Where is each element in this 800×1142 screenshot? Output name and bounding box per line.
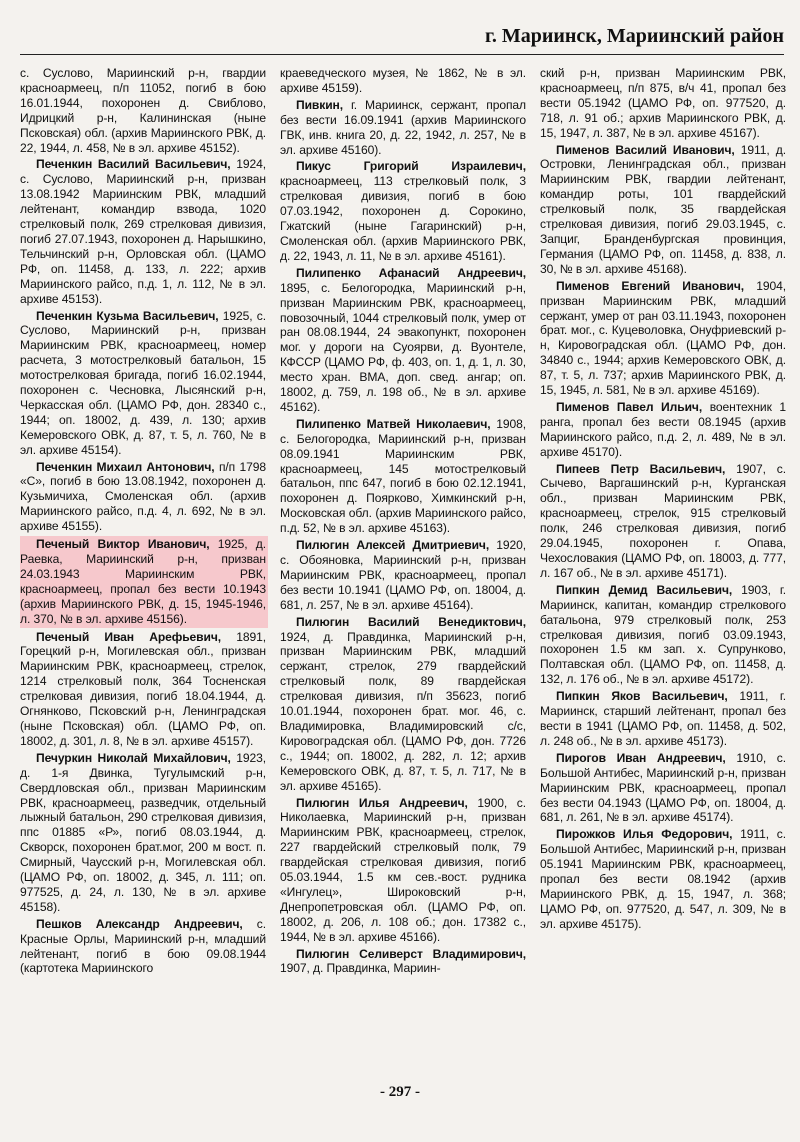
record-entry (20, 917, 266, 977)
record-entry (280, 538, 526, 613)
entry-text: 1904, призван Мариинским РВК, младший сержант, умер от ран 03.11.1943, похоронен брат. мог., с. Куцеволовка, Онуфриевский р-н, Кировоградская обл. (ЦАМО РФ, дон. 34840 с., 1944; архив Кемеровского ОВК, д. 87, т. 5, л. 737; архив Мариинского РВК, д. 15, 1945, л. 581, № в эл. архиве 45169). (540, 278, 786, 398)
entry-text: 1903, г. Мариинск, капитан, командир стрелкового батальона, 979 стрелковый полк, 253 стрелковая дивизия, погиб 03.09.1943, похоронен 1.5 км зап. х. Супрунково, Полтавская обл. (ЦАМО РФ, оп. 11458, д. 132, л. 176 об., № в эл. архиве 45172). (540, 582, 786, 687)
record-entry (540, 279, 786, 398)
record-entry (540, 400, 786, 460)
person-name: Пилюгин Селиверст Владимирович, (296, 946, 526, 961)
person-name: Пипкин Демид Васильевич, (556, 582, 733, 597)
record-entry (540, 689, 786, 749)
record-entry (540, 827, 786, 931)
person-name: Пивкин, (296, 97, 344, 112)
entry-text: 1911, д. Островки, Ленинградская обл., призван Мариинским РВК, гвардии лейтенант, командир роты, 101 гвардейский стрелковый полк, 35 гвардейская стрелковая дивизия, погиб 29.03.1945, с. Запциг, Бранденбургская провинция, Германия (ЦАМО РФ, оп. 11458, д. 838, л. 30, № в эл. архиве 45168). (540, 142, 786, 276)
highlighted-entry (20, 536, 268, 627)
record-entry (20, 460, 266, 535)
person-name: Пипеев Петр Васильевич, (556, 461, 726, 476)
person-name: Печенкин Кузьма Васильевич, (36, 308, 219, 323)
entry-text: 1895, с. Белогородка, Мариинский р-н, призван Мариинским РВК, красноармеец, повозочный, 1044 стрелковый полк, умер от ран 08.08.1944, 24 эвакопункт, похоронен мог. у дороги на Суоярви, д. Вуонтеле, КФССР (ЦАМО РФ, ф. 403, оп. 1, д. 1, л. 30, место хран. ВМА, доп. свед. ангар; оп. 18002, д. 759, л. 198 об., № в эл. архиве 45162). (280, 280, 526, 414)
person-name: Печенкин Василий Васильевич, (36, 157, 231, 172)
record-entry (540, 751, 786, 826)
person-name: Печеный Виктор Иванович, (36, 537, 210, 552)
entry-text: 1924, с. Суслово, Мариинский р-н, призван 13.08.1942 Мариинским РВК, младший лейтенант, командир взвода, 1020 стрелковый полк, 269 стрелковая дивизия, погиб 27.07.1943, похоронен д. Нарышкино, Тельчинский р-н, Орловская обл. (ЦАМО РФ, оп. 11458, д. 133, л. 222; архив Мариинского райсо, п.д. 1, л. 112, № в эл. архиве 45153). (20, 157, 266, 306)
entry-text: 1910, с. Большой Антибес, Мариинский р-н, призван Мариинским РВК, красноармеец, пропал без вести 04.1943 (ЦАМО РФ, оп. 18004, д. 681, л. 261, № в эл. архиве 45174). (540, 750, 786, 825)
entry-text: 1907, с. Сычево, Варгашинский р-н, Курганская обл., призван Мариинским РВК, красноармеец, стрелок, 915 стрелковый полк, 246 стрелковая дивизия, погиб 29.04.1945, похоронен г. Опава, Чехословакия (ЦАМО РФ, оп. 18003, д. 777, л. 167 об., № в эл. архиве 45171). (540, 461, 786, 580)
text-columns (20, 66, 788, 1076)
entry-text: 1900, с. Николаевка, Мариинский р-н, призван Мариинским РВК, красноармеец, стрелок, 227 гвардейский стрелковый полк, 79 гвардейская стрелковая дивизия, погиб 05.03.1944, 1.5 км сев.-вост. рудника «Ингулец», Широковский р-н, Днепропетровская обл. (ЦАМО РФ, оп. 18002, д. 206, л. 108 об.; дон. 17382 с., 1944, № в эл. архиве 45166). (280, 795, 526, 944)
record-entry (280, 159, 526, 263)
record-entry (280, 947, 526, 977)
entry-text: 1907, д. Правдинка, Мариин- (280, 961, 441, 976)
record-entry (280, 66, 526, 96)
running-header: г. Мариинск, Мариинский район (20, 24, 784, 55)
record-entry (280, 417, 526, 536)
person-name: Печенкин Михаил Антонович, (36, 459, 215, 474)
person-name: Печеный Иван Арефьевич, (36, 629, 222, 644)
record-entry (20, 630, 266, 749)
record-entry (280, 615, 526, 794)
record-entry (20, 751, 266, 915)
person-name: Пименов Василий Иванович, (556, 142, 735, 157)
record-entry (540, 66, 786, 141)
record-entry (280, 266, 526, 415)
person-name: Пикус Григорий Израилевич, (296, 159, 526, 174)
record-entry (540, 583, 786, 687)
person-name: Печуркин Николай Михайлович, (36, 750, 231, 765)
person-name: Пирогов Иван Андреевич, (556, 750, 726, 765)
entry-text: красноармеец, 113 стрелковый полк, 3 стрелковая дивизия, погиб в бою 07.03.1942, похоронен д. Сорокино, Гжатский (ныне Гагаринский) р-н, Смоленская обл. (архив Мариинского РВК, д. 22, 1943, л. 11, № в эл. архиве 45161). (280, 174, 526, 263)
person-name: Пилипенко Матвей Николаевич, (296, 416, 491, 431)
entry-text: краеведческого музея, № 1862, № в эл. архиве 45159). (280, 66, 526, 95)
entry-text: воентехник 1 ранга, пропал без вести 08.1945 (архив Мариинского райсо, п.д. 2, л. 489, № в эл. архиве 45170). (540, 399, 787, 459)
entry-text: 1891, Горецкий р-н, Могилевская обл., призван Мариинским РВК, красноармеец, стрелок, 1214 стрелковый полк, 364 Тосненская стрелковая дивизия, погиб 18.04.1944, д. Огнянково, Псковский р-н, Ленинградская (ныне Псковская) обл. (ЦАМО РФ, оп. 18002, д. 301, л. 8, № в эл. архиве 45157). (20, 629, 266, 748)
person-name: Пилипенко Афанасий Андреевич, (296, 265, 526, 280)
record-entry (540, 143, 786, 277)
person-name: Пешков Александр Андреевич, (36, 916, 243, 931)
record-entry (280, 796, 526, 945)
column-1 (20, 66, 266, 1076)
page-number: - 297 - (380, 1084, 420, 1100)
person-name: Пилюгин Алексей Дмитриевич, (296, 538, 490, 553)
column-3 (540, 66, 786, 1076)
person-name: Пименов Павел Ильич, (556, 399, 703, 414)
record-entry (20, 66, 266, 155)
entry-text: 1908, с. Белогородка, Мариинский р-н, призван 08.09.1941 Мариинским РВК, красноармеец, 145 мотострелковый батальон, ппс 647, погиб в бою 02.12.1941, похоронен д. Поярково, Химкинский р-н, Московская обл. (архив Мариинского райсо, п.д. 52, № в эл. архиве 45163). (280, 416, 526, 536)
entry-text: 1911, с. Большой Антибес, Мариинский р-н, призван 05.1941 Мариинским РВК, красноармеец, пропал без вести 08.1942 (архив Мариинского РВК, д. 15, 1947, л. 368; ЦАМО РФ, оп. 977520, д. 547, л. 309, № в эл. архиве 45175). (540, 827, 787, 931)
entry-text: г. Мариинск, сержант, пропал без вести 16.09.1941 (архив Мариинского ГВК, инв. книга 20, д. 22, 1942, л. 257, № в эл. архиве 45160). (280, 97, 526, 157)
person-name: Пилюгин Василий Венедиктович, (296, 614, 526, 629)
person-name: Пирожков Илья Федорович, (556, 827, 733, 842)
entry-text: 1923, д. 1-я Двинка, Тугулымский р-н, Свердловская обл., призван Мариинским РВК, красноармеец, разведчик, отдельный лыжный батальон, 290 стрелковая дивизия, ппс 01885 «Р», погиб 08.03.1944, д. Скворск, похоронен брат.мог, 200 м вост. п. Смирный, Чаусский р-н, Могилевская обл. (ЦАМО РФ, оп. 18002, д. 345, л. 111; оп. 977525, д. 24, л. 130, № в эл. архиве 45158). (20, 750, 266, 914)
entry-text: 1920, с. Обояновка, Мариинский р-н, призван Мариинским РВК, красноармеец, пропал без вести 10.1941 (ЦАМО РФ, оп. 18004, д. 681, л. 257, № в эл. архиве 45164). (280, 538, 526, 612)
person-name: Пипкин Яков Васильевич, (556, 689, 728, 704)
entry-text: 1925, с. Суслово, Мариинский р-н, призван Мариинским РВК, красноармеец, номер расчета, 3 мотострелковый батальон, 15 мотострелковая бригада, погиб 16.02.1944, похоронен с. Чесновка, Лысянский р-н, Черкасская обл. (ЦАМО РФ, дон. 28340 с., 1944; оп. 18002, д. 439, л. 130; архив Кемеровского ОВК, д. 87, т. 5, л. 760, № в эл. архиве 45154). (20, 308, 266, 457)
entry-text: п/п 1798 «С», погиб в бою 13.08.1942, похоронен д. Кузьмичиха, Смоленская обл. (архив Мариинского райсо, п.д. 4, л. 692, № в эл. архиве 45155). (20, 459, 267, 534)
record-entry (540, 462, 786, 581)
person-name: Пименов Евгений Иванович, (556, 278, 745, 293)
person-name: Пилюгин Илья Андреевич, (296, 795, 468, 810)
entry-text: с. Красные Орлы, Мариинский р-н, младший лейтенант, погиб в бою 09.08.1944 (картотека Мариинского (20, 916, 267, 976)
entry-text: 1925, д. Раевка, Мариинский р-н, призван 24.03.1943 Мариинским РВК, красноармеец, пропал без вести 10.1943 (архив Мариинского РВК, д. 15, 1945-1946, л. 370, № в эл. архиве 45156). (20, 537, 266, 626)
entry-text: с. Суслово, Мариинский р-н, гвардии красноармеец, п/п 11052, погиб в бою 16.01.1944, похоронен д. Свибловo, Идрицкий р-н, Калининская (ныне Псковская) обл. (архив Мариинского РВК, д. 22, 1944, л. 458, № в эл. архиве 45152). (20, 66, 266, 155)
record-entry (280, 98, 526, 158)
entry-text: ский р-н, призван Мариинским РВК, красноармеец, п/п 875, в/ч 41, пропал без вести 05.1942 (ЦАМО РФ, оп. 977520, д. 718, л. 91 об.; архив Мариинского РВК, д. 15, 1947, л. 387, № в эл. архиве 45167). (540, 66, 786, 140)
column-2 (280, 66, 526, 1076)
entry-text: 1924, д. Правдинка, Мариинский р-н, призван Мариинским РВК, младший сержант, стрелок, 279 гвардейский стрелковый полк, 89 гвардейская стрелковая дивизия, п/п 35623, погиб 10.01.1944, похоронен брат. мог. 46, с. Владимировка, Владимировский с/с, Кировоградская обл. (ЦАМО РФ, дон. 7726 с., 1944; оп. 18002, д. 282, л. 12; архив Кемеровского ОВК, д. 87, т. 5, л. 717, № в эл. архиве 45165). (280, 629, 526, 793)
record-entry (20, 157, 266, 306)
record-entry (20, 309, 266, 458)
entry-text: 1911, г. Мариинск, старший лейтенант, пропал без вести в 1941 (ЦАМО РФ, оп. 11458, д. 502, л. 248 об., № в эл. архиве 45173). (540, 689, 786, 748)
